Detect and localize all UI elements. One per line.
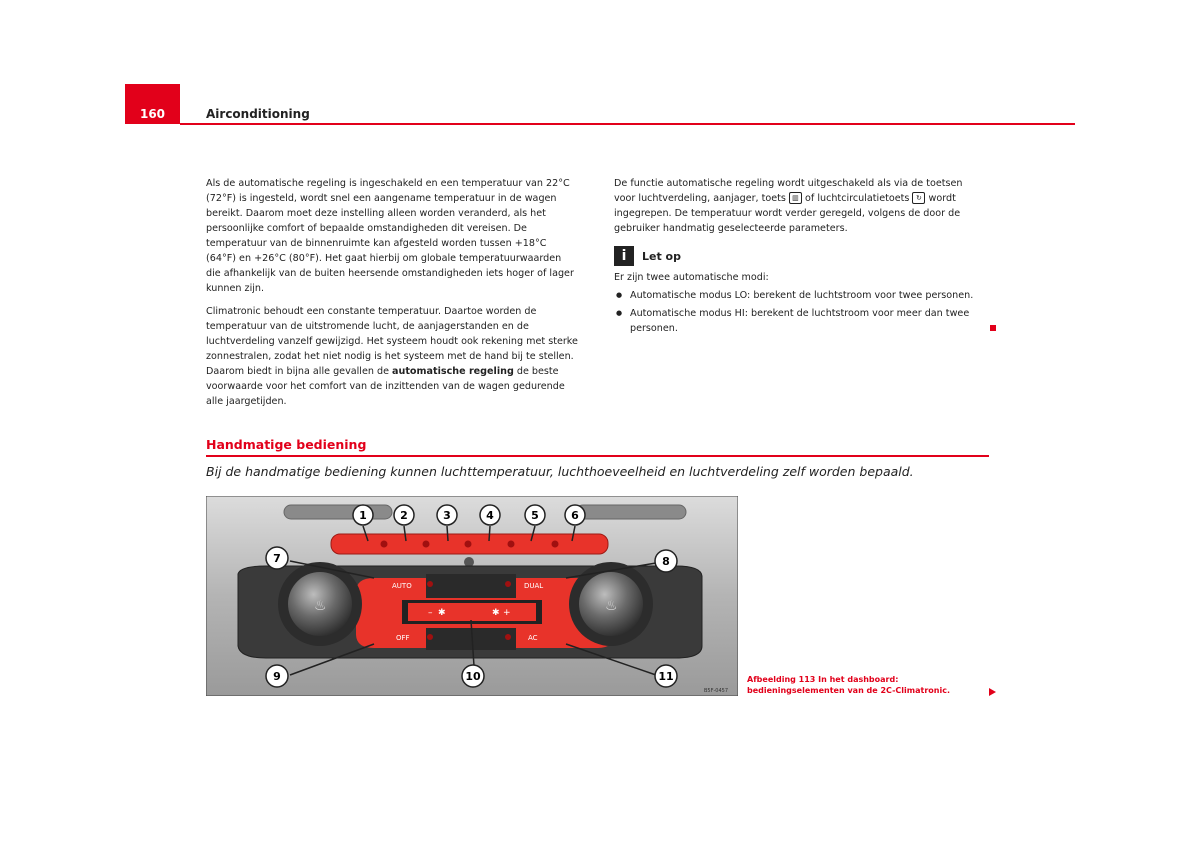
- page-number: 160: [125, 84, 180, 124]
- left-column: [206, 176, 578, 417]
- callout-11: 11: [658, 670, 674, 683]
- auto-button[interactable]: AUTO: [392, 582, 412, 590]
- note-intro: Er zijn twee automatische modi:: [614, 272, 769, 283]
- next-arrow-icon: [989, 688, 996, 696]
- figure-caption: Afbeelding 113 In het dashboard: bedieningselementen van de 2C-Climatronic.: [747, 675, 950, 695]
- callout-1: 1: [359, 509, 367, 522]
- note-box: [614, 246, 1004, 336]
- seat-heat-right-icon: ♨: [605, 598, 618, 614]
- recirculation-icon: ↻: [912, 192, 925, 204]
- end-square-icon: [990, 325, 996, 331]
- fan-icon-left: ✱: [438, 608, 446, 618]
- note-header: [614, 246, 1004, 266]
- rear-window-icon: ▥: [789, 192, 802, 204]
- dual-button[interactable]: DUAL: [524, 582, 544, 590]
- fan-icon-right: ✱: [492, 608, 500, 618]
- off-button[interactable]: OFF: [396, 634, 410, 642]
- callout-10: 10: [465, 670, 481, 683]
- seat-heat-left-icon: ♨: [314, 598, 327, 614]
- vent-right: [576, 505, 686, 519]
- right-column: [614, 176, 984, 244]
- info-icon: i: [614, 246, 634, 266]
- bold-automatic-regulation: automatische regeling: [392, 366, 514, 377]
- fan-minus-label[interactable]: –: [428, 608, 433, 618]
- callout-5: 5: [531, 509, 539, 522]
- paragraph-manual-override: De functie automatische regeling wordt uitgeschakeld als via de toetsen voor luchtverdeling, aanjager, toets ▥ of luchtcirculatietoets ↻ wordt ingegrepen. De temperatuur wordt verder geregeld, volgens de door de gebruiker handmatig geselecteerde parameters.: [614, 178, 963, 234]
- display-top: [426, 574, 516, 598]
- header-rule: [180, 123, 1075, 125]
- callout-9: 9: [273, 670, 281, 683]
- chapter-title: Airconditioning: [206, 107, 310, 121]
- paragraph-temperature: Als de automatische regeling is ingeschakeld en een temperatuur van 22°C (72°F) is ingesteld, wordt snel een aangename temperatuur in de wagen bereikt. Daarom moet deze instelling alleen worden veranderd, als het persoonlijke comfort of bepaalde omstandigheden dit vereisen. De temperatuur van de binnenruimte kan afgesteld worden tussen +18°C (64°F) en +26°C (80°F). Het gaat hierbij om globale temperatuurwaarden die afhankelijk van de buiten heersende omstandigheden iets hoger of lager kunnen zijn.: [206, 178, 574, 294]
- ac-button[interactable]: AC: [528, 634, 538, 642]
- callout-4: 4: [486, 509, 494, 522]
- callout-7: 7: [273, 552, 281, 565]
- callout-8: 8: [662, 555, 670, 568]
- list-item: ● Automatische modus HI: berekent de luchtstroom voor meer dan twee personen.: [614, 306, 1004, 336]
- section-lead: Bij de handmatige bediening kunnen luchttemperatuur, luchthoeveelheid en luchtverdeling zelf worden bepaald.: [206, 464, 914, 479]
- callout-6: 6: [571, 509, 579, 522]
- figure-code: B5F-0457: [704, 688, 729, 694]
- paragraph-climatronic: Climatronic behoudt een constante temperatuur. Daartoe worden de temperatuur van de uitstromende lucht, de aanjagerstanden en de luchtverdeling vanzelf gewijzigd. Het systeem houdt ook rekening met sterke zonnestralen, zodat het niet nodig is het systeem met de hand bij te stellen. Daarom biedt in bijna alle gevallen de automatische regeling de beste voorwaarde voor het comfort van de inzittenden van de wagen gedurende alle jaargetijden.: [206, 306, 578, 407]
- note-list: [614, 288, 1004, 336]
- climatronic-figure: [206, 496, 738, 696]
- note-title: Let op: [642, 249, 681, 263]
- fan-plus-label[interactable]: +: [503, 608, 511, 618]
- section-rule: [206, 455, 989, 457]
- vent-left: [284, 505, 392, 519]
- list-item: ● Automatische modus LO: berekent de luchtstroom voor twee personen.: [614, 288, 1004, 303]
- callout-3: 3: [443, 509, 451, 522]
- callout-2: 2: [400, 509, 408, 522]
- section-title: Handmatige bediening: [206, 437, 367, 452]
